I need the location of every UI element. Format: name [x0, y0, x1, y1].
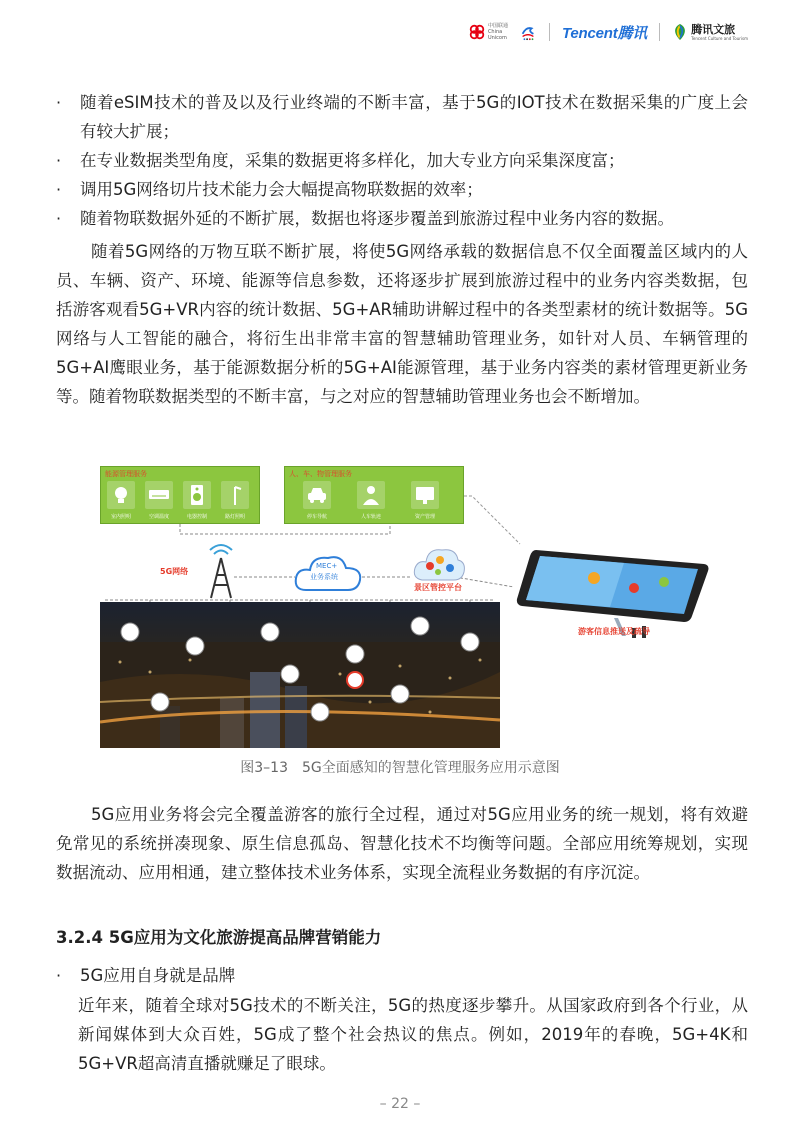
- people-item-label: 资产管理: [414, 514, 435, 520]
- energy-item-label: 电器控制: [186, 514, 207, 520]
- china-unicom-logo: [468, 23, 537, 41]
- bullet-item: [56, 146, 748, 175]
- bullet-text: 5G应用自身就是品牌: [80, 966, 236, 985]
- paragraph: 近年来，随着全球对5G技术的不断关注，5G的热度逐步攀升。从国家政府到各个行业，从新闻媒体到大众百姓，5G成了整个社会热议的焦点。例如，2019年的春晚，5G+4K和5G+VR超高清直播就赚足了眼球。: [78, 996, 748, 1073]
- label-5g-network: 5G网络: [160, 567, 189, 576]
- section-heading: 3.2.4 5G应用为文化旅游提高品牌营销能力: [56, 928, 382, 947]
- logo-separator: [549, 23, 550, 41]
- paragraph: 5G应用业务将会完全覆盖游客的旅行全过程，通过对5G应用业务的统一规划，将有效避免常见的系统拼凑现象、原生信息孤岛、智慧化技术不均衡等问题。全部应用统筹规划，实现数据流动、应用相通，建立整体技术业务体系，实现全流程业务数据的有序沉淀。: [56, 805, 748, 882]
- tencent-culture-cn: 腾讯文旅: [691, 22, 736, 36]
- bullet-dot: ·: [56, 966, 62, 985]
- bullet-item: [56, 88, 748, 146]
- bullet-dot: ·: [56, 151, 62, 170]
- city-skyline: [100, 602, 500, 748]
- energy-item-label: 室内照明: [110, 514, 131, 520]
- energy-item-label: 路灯照明: [224, 514, 245, 520]
- 5g-tower-icon: [196, 540, 246, 600]
- label-scenic-platform: 景区管控平台: [414, 583, 462, 592]
- bullet-text: 调用5G网络切片技术能力会大幅提高物联数据的效率；: [80, 180, 483, 199]
- bullet-text: 随着物联数据外延的不断扩展，数据也将逐步覆盖到旅游过程中业务内容的数据。: [80, 209, 674, 228]
- people-item-label: 人车轨迹: [360, 514, 381, 520]
- bullet-dot: ·: [56, 93, 62, 112]
- tencent-culture-leaf-icon: [672, 23, 688, 41]
- bullet-item: [56, 204, 748, 233]
- label-visitor-push: 游客信息推送及疏导: [578, 627, 650, 636]
- bullet-item: [56, 175, 748, 204]
- sub-bullet: [56, 961, 748, 990]
- label-mec: MEC+: [316, 562, 338, 570]
- label-mec-system: 业务系统: [310, 573, 338, 581]
- platform-cloud-icon: [412, 544, 466, 584]
- bullet-text: 随着eSIM技术的普及以及行业终端的不断丰富，基于5G的IOT技术在数据采集的广度上会有较大扩展；: [80, 93, 748, 141]
- city-night-image: [100, 602, 500, 748]
- people-item-label: 停车导航: [306, 514, 327, 520]
- body-content: [56, 88, 748, 411]
- china-unicom-text: 中国联通 China Unicom: [487, 23, 508, 41]
- figure-smart-management: [100, 462, 710, 748]
- page-number: – 22 –: [379, 1096, 421, 1112]
- tencent-culture-en: Tencent Culture and Tourism: [691, 35, 748, 41]
- logo-separator: [659, 23, 660, 41]
- energy-box-title: 能源管理服务: [105, 470, 147, 478]
- bullet-dot: ·: [56, 209, 62, 228]
- paragraph: 随着5G网络的万物互联不断扩展，将使5G网络承载的数据信息不仅全面覆盖区域内的人员、车辆、资产、环境、能源等信息参数，还将逐步扩展到旅游过程中的业务内容类数据，包括游客观看5G+VR内容的统计数据、5G+AR辅助讲解过程中的各类型素材的统计数据等。5G网络与人工智能的融合，将衍生出非常丰富的智慧辅助管理业务，如针对人员、车辆管理的5G+AI鹰眼业务，基于能源数据分析的5G+AI能源管理，基于业务内容类的素材管理更新业务等。随着物联数据类型的不断丰富，与之对应的智慧辅助管理业务也会不断增加。: [56, 242, 748, 406]
- beijing-2022-emblem-icon: [519, 23, 537, 41]
- figure-caption: 图3–13 5G全面感知的智慧化管理服务应用示意图: [240, 760, 560, 776]
- people-box-title: 人、车、物管理服务: [289, 470, 352, 478]
- bullet-dot: ·: [56, 180, 62, 199]
- energy-item-label: 空调温度: [148, 514, 169, 520]
- tencent-culture-logo: [672, 23, 748, 41]
- header-logos: [468, 18, 748, 46]
- tencent-logo: Tencent腾讯: [561, 24, 648, 42]
- bullet-text: 在专业数据类型角度，采集的数据更将多样化，加大专业方向采集深度富；: [80, 151, 625, 170]
- page-header: [0, 0, 800, 62]
- china-unicom-knot-icon: [468, 23, 486, 41]
